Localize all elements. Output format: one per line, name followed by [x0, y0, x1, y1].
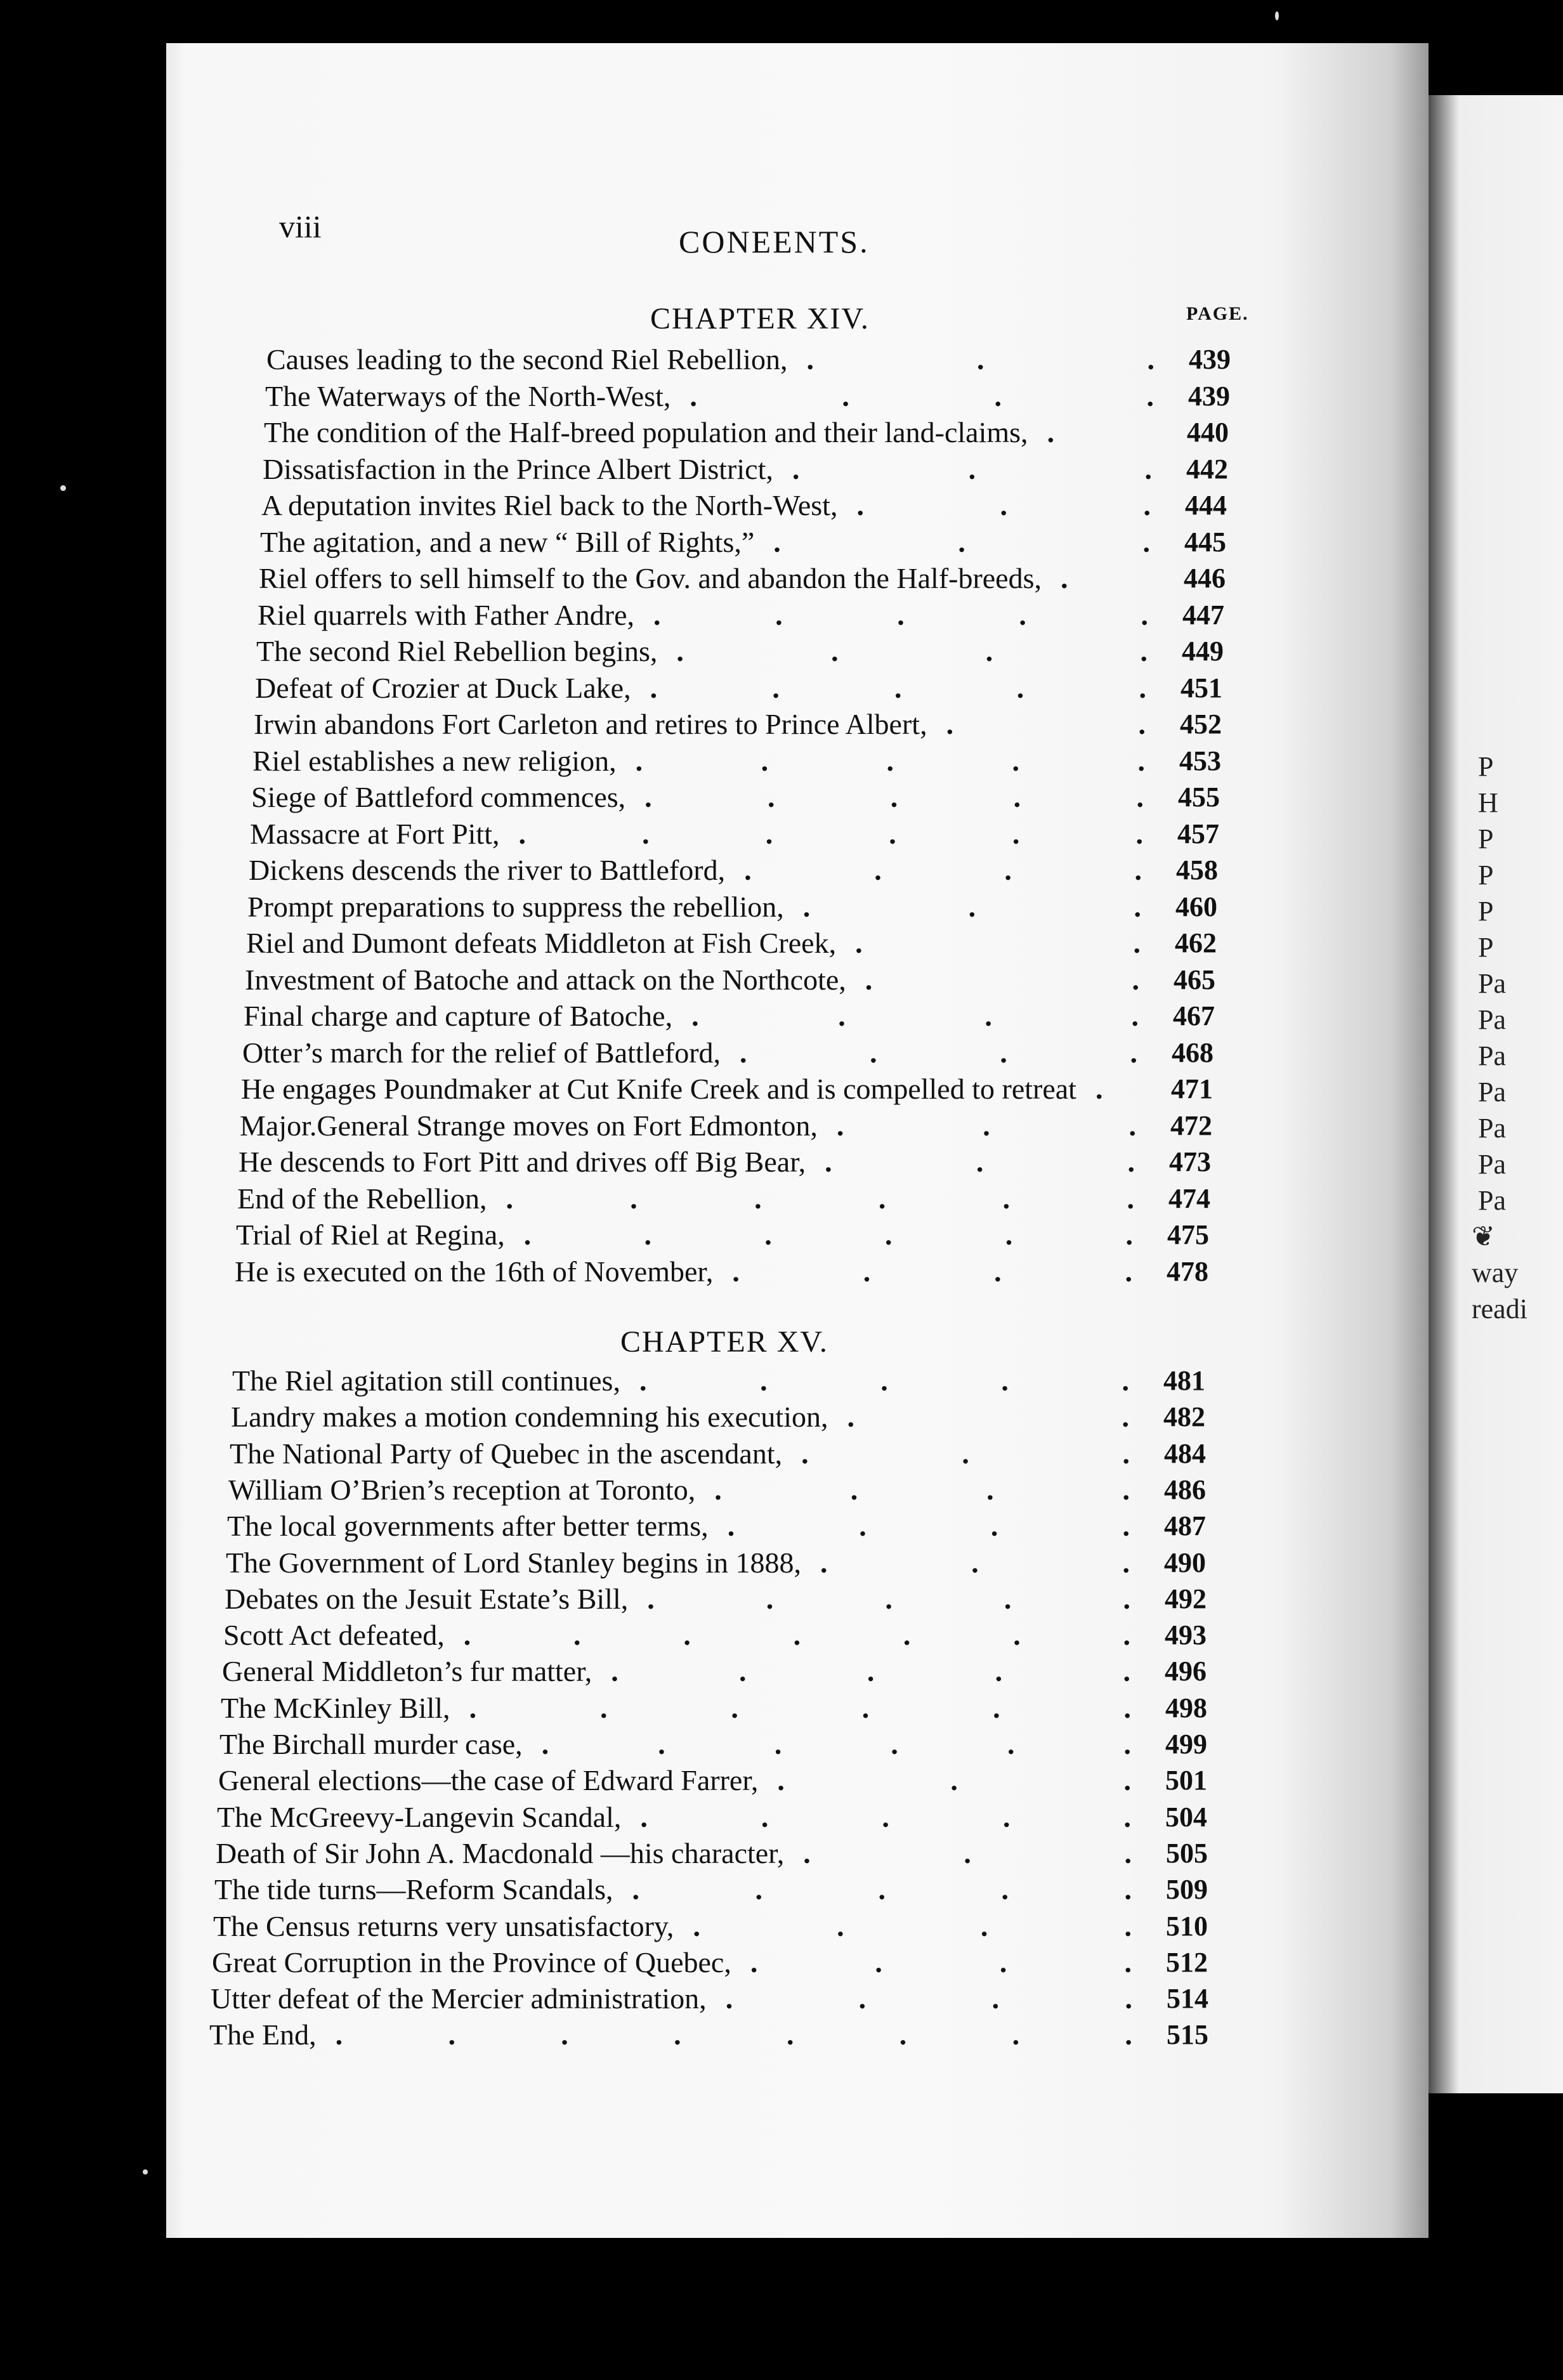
toc-entry [245, 962, 1222, 998]
toc-entry-page: 452 [1180, 709, 1222, 740]
toc-entry-page: 453 [1179, 745, 1221, 776]
toc-entry [266, 341, 1237, 377]
toc-entry-page: 455 [1178, 781, 1220, 813]
toc-entry-title: He descends to Fort Pitt and drives off Big Bear, [239, 1146, 806, 1178]
toc-entry [254, 706, 1228, 742]
toc-entry [222, 1653, 1213, 1689]
toc-entry [237, 1180, 1217, 1217]
dot-leader: . . . . . [635, 745, 1145, 777]
dot-leader: . [1061, 562, 1068, 594]
toc-entry-page: 471 [1171, 1073, 1213, 1104]
toc-entry-page: 460 [1175, 891, 1217, 922]
toc-entry [247, 889, 1224, 925]
toc-entry-title: Riel quarrels with Father Andre, [258, 599, 635, 631]
toc-entry-title: The Census returns very unsatisfactory, [213, 1910, 674, 1942]
toc-entry-page: 442 [1186, 454, 1228, 485]
toc-entry-page: 478 [1167, 1256, 1208, 1287]
toc-entry [261, 487, 1233, 523]
dot-leader: . . . [802, 891, 1141, 923]
toc-entry-page: 449 [1182, 636, 1224, 667]
toc-entry-page: 457 [1177, 818, 1219, 849]
toc-entry-page: 465 [1174, 964, 1215, 995]
toc-entry [216, 1835, 1214, 1871]
toc-entry-page: 499 [1165, 1729, 1207, 1760]
dot-leader: . . . . [714, 1474, 1130, 1506]
facing-page-fragment: Pa [1478, 1113, 1506, 1144]
toc-entry-title: Major.General Strange moves on Fort Edmonton, [240, 1109, 818, 1142]
facing-page-fragment: way [1472, 1257, 1519, 1288]
toc-entry-title: End of the Rebellion, [237, 1182, 487, 1215]
toc-entry [242, 1035, 1220, 1071]
facing-page-fragment: Pa [1478, 968, 1506, 999]
toc-entry-page: 501 [1165, 1765, 1207, 1796]
toc-entry-page: 444 [1185, 490, 1227, 521]
dot-leader: . . . . . [653, 599, 1148, 631]
toc-entry-title: Siege of Battleford commences, [251, 781, 626, 813]
toc-entry-title: Final charge and capture of Batoche, [244, 1000, 673, 1032]
toc-entry-page: 468 [1172, 1037, 1213, 1068]
toc-entry-title: Prompt preparations to suppress the rebellion, [247, 891, 784, 923]
toc-entry-title: Massacre at Fort Pitt, [250, 818, 500, 850]
dot-leader: . . . . . . . . [335, 2018, 1132, 2051]
toc-entry-title: General Middleton’s fur matter, [222, 1655, 592, 1687]
dot-leader: . [1095, 1073, 1103, 1105]
dot-leader: . . [855, 927, 1141, 959]
toc-entry-page: 473 [1169, 1146, 1211, 1177]
dot-leader: . . . . . . [523, 1219, 1133, 1251]
toc-entry [240, 1108, 1219, 1144]
toc-entry-title: The McKinley Bill, [221, 1692, 450, 1724]
dot-leader: . . . . . [644, 781, 1144, 813]
toc-entry-title: Utter defeat of the Mercier administration, [211, 1982, 707, 2015]
facing-page-fragment: P [1478, 860, 1494, 891]
toc-entry-page: 447 [1182, 599, 1224, 631]
chapter-heading-xv: CHAPTER XV. [620, 1325, 828, 1359]
toc-entry-page: 482 [1163, 1401, 1205, 1432]
toc-entry [256, 633, 1230, 669]
toc-entry [218, 1762, 1213, 1798]
toc-entry-page: 484 [1164, 1438, 1206, 1469]
toc-entry [230, 1435, 1212, 1472]
toc-entry-title: The agitation, and a new “ Bill of Rights,” [260, 526, 755, 558]
toc-entry-page: 504 [1165, 1801, 1207, 1833]
facing-page-fragment: P [1478, 896, 1494, 927]
toc-entry-page: 467 [1173, 1000, 1215, 1031]
toc-entry-page: 439 [1189, 344, 1231, 375]
dot-leader: . . . [856, 489, 1151, 521]
toc-entry-title: General elections—the case of Edward Farrer, [218, 1764, 759, 1796]
facing-page-fragment: Pa [1478, 1076, 1506, 1108]
toc-entry [219, 1726, 1213, 1762]
dot-leader: . . . . [732, 1255, 1132, 1288]
toc-entry [226, 1545, 1212, 1581]
toc-entry-title: Great Corruption in the Province of Quebec, [212, 1946, 731, 1978]
dot-leader: . . . [773, 526, 1150, 558]
page-column-label: PAGE. [1186, 303, 1249, 324]
facing-page-fragment: P [1478, 932, 1494, 963]
toc-entry [263, 451, 1234, 487]
toc-entry-page: 496 [1165, 1656, 1207, 1687]
dot-leader: . . . . . . [518, 818, 1143, 850]
toc-entry-title: Debates on the Jesuit Estate’s Bill, [225, 1583, 629, 1615]
dot-leader: . . . . [690, 380, 1154, 412]
toc-entry [252, 743, 1227, 779]
toc-entry [225, 1581, 1213, 1617]
dot-leader: . . . [820, 1546, 1130, 1579]
toc-entry [255, 670, 1229, 706]
toc-entry-page: 505 [1166, 1838, 1208, 1869]
toc-entry [246, 925, 1223, 961]
dot-leader: . . . . . . [506, 1182, 1134, 1215]
toc-entry-title: Riel and Dumont defeats Middleton at Fish Creek, [246, 927, 837, 959]
facing-page-fragment: Pa [1478, 1040, 1506, 1071]
toc-entry-page: 487 [1164, 1510, 1206, 1541]
dust-speck [60, 485, 66, 491]
toc-entry-title: Defeat of Crozier at Duck Lake, [255, 672, 631, 704]
toc-entry-page: 472 [1170, 1110, 1212, 1141]
toc-entry [209, 2017, 1215, 2053]
toc-entry-page: 493 [1165, 1619, 1207, 1651]
facing-page-fragment: Pa [1478, 1004, 1506, 1035]
toc-entry-title: The National Party of Quebec in the ascendant, [230, 1437, 783, 1470]
dot-leader: . . . . [744, 854, 1142, 886]
toc-entry-page: 439 [1188, 381, 1230, 412]
dot-leader: . . . . [676, 635, 1148, 667]
toc-entry-page: 515 [1167, 2019, 1208, 2050]
toc-entry-title: Trial of Riel at Regina, [236, 1219, 505, 1251]
dot-leader: . . . [792, 453, 1152, 485]
toc-entry-title: The local governments after better terms, [227, 1510, 709, 1542]
toc-entry-title: Riel offers to sell himself to the Gov. and abandon the Half-breeds, [259, 562, 1042, 594]
toc-entry-page: 498 [1165, 1692, 1207, 1723]
dot-leader: . . . . . . [469, 1692, 1131, 1724]
toc-entry-page: 510 [1166, 1911, 1208, 1942]
toc-entry-title: Investment of Batoche and attack on the Northcote, [245, 964, 846, 996]
dot-leader: . . . . [740, 1036, 1137, 1069]
dot-leader: . . . . [727, 1510, 1130, 1542]
dot-leader: . . . . . [647, 1583, 1130, 1615]
toc-entry [211, 1980, 1215, 2017]
toc-entry [250, 816, 1226, 852]
toc-entry-page: 451 [1180, 672, 1222, 703]
toc-entry [260, 524, 1233, 560]
toc-entry [258, 597, 1231, 633]
dot-leader: . . . . . . . [463, 1619, 1130, 1651]
toc-entry-title: The End, [209, 2018, 317, 2051]
dot-leader: . . [865, 964, 1139, 996]
toc-entry-title: Death of Sir John A. Macdonald —his character, [216, 1837, 785, 1869]
toc-entry-title: William O’Brien’s reception at Toronto, [228, 1474, 696, 1506]
dot-leader: . . [847, 1401, 1129, 1433]
toc-entry [223, 1617, 1213, 1653]
toc-entry [244, 998, 1221, 1034]
toc-entry [213, 1908, 1214, 1944]
toc-entry-page: 481 [1163, 1365, 1205, 1396]
toc-entry-title: Riel establishes a new religion, [252, 745, 617, 777]
toc-entry-page: 475 [1167, 1219, 1209, 1250]
toc-entry-title: The McGreevy-Langevin Scandal, [217, 1801, 622, 1833]
facing-page-fragment: H [1478, 787, 1498, 818]
toc-entry-title: The Riel agitation still continues, [232, 1364, 620, 1397]
toc-entry-title: A deputation invites Riel back to the North-West, [261, 489, 838, 521]
toc-entry [259, 560, 1232, 596]
folio-number: viii [279, 209, 322, 244]
dust-speck [143, 2169, 148, 2174]
toc-entry-page: 509 [1166, 1874, 1208, 1905]
dot-leader: . . . [806, 343, 1154, 376]
toc-entry-page: 512 [1166, 1947, 1208, 1978]
toc-entry-page: 440 [1187, 417, 1229, 448]
dust-speck [1275, 11, 1279, 20]
toc-entry [265, 378, 1236, 414]
toc-entry-page: 474 [1168, 1183, 1210, 1214]
toc-entry [231, 1399, 1212, 1435]
facing-page-fragment: Pa [1478, 1149, 1506, 1180]
dot-leader: . . . [803, 1837, 1132, 1869]
facing-page-text [1472, 749, 1563, 1327]
toc-entry [241, 1071, 1219, 1107]
toc-entry [239, 1144, 1217, 1180]
toc-entry-page: 446 [1184, 563, 1226, 594]
toc-entry [217, 1799, 1213, 1835]
toc-entry-title: Dissatisfaction in the Prince Albert District, [263, 453, 773, 485]
toc-entry-title: Otter’s march for the relief of Battleford, [242, 1036, 721, 1069]
toc-entry [227, 1508, 1212, 1544]
toc-entry [214, 1871, 1214, 1907]
dot-leader: . . . [801, 1437, 1130, 1470]
toc-entry-title: Causes leading to the second Riel Rebellion, [266, 343, 788, 376]
dot-leader: . . [946, 708, 1146, 740]
facing-page-fragment: Pa [1478, 1185, 1506, 1216]
toc-entry-page: 445 [1184, 526, 1226, 558]
toc-entry [251, 779, 1226, 815]
chapter-heading-xiv: CHAPTER XIV. [650, 302, 870, 336]
facing-page-fragment: ❦ [1472, 1221, 1495, 1252]
toc-entry-page: 486 [1164, 1474, 1206, 1505]
toc-entry-title: The condition of the Half-breed population and their land-claims, [264, 416, 1028, 448]
toc-entry-title: Irwin abandons Fort Carleton and retires to Prince Albert, [254, 708, 927, 740]
dot-leader: . . . . . [632, 1873, 1132, 1906]
page-title: CONEENTS. [679, 224, 870, 259]
toc-entry-title: He engages Poundmaker at Cut Knife Creek and is compelled to retreat [241, 1073, 1076, 1105]
dot-leader: . . . . . [640, 1801, 1131, 1833]
dot-leader: . . . [836, 1109, 1136, 1142]
toc-entry [228, 1472, 1212, 1508]
dot-leader: . . . . . . [541, 1728, 1131, 1760]
toc-entry [236, 1217, 1215, 1253]
toc-entry [232, 1363, 1212, 1399]
dot-leader: . . . [777, 1764, 1131, 1796]
dot-leader: . . . . . [611, 1655, 1130, 1687]
toc-entry-page: 514 [1167, 1983, 1208, 2014]
toc-entry [249, 852, 1224, 888]
toc-entry-title: Landry makes a motion condemning his execution, [231, 1401, 828, 1433]
dot-leader: . . . . [750, 1946, 1132, 1978]
toc-entry [235, 1253, 1215, 1290]
toc-entry-title: He is executed on the 16th of November, [235, 1255, 714, 1288]
dot-leader: . . . . [725, 1982, 1132, 2015]
toc-entry-title: The Birchall murder case, [219, 1728, 523, 1760]
toc-entry-page: 458 [1176, 854, 1218, 886]
dot-leader: . . . . . [639, 1364, 1129, 1397]
toc-entry-title: Scott Act defeated, [223, 1619, 445, 1651]
toc-entry-title: The second Riel Rebellion begins, [256, 635, 658, 667]
toc-entry-title: The Waterways of the North-West, [265, 380, 671, 412]
dot-leader: . . . . [691, 1000, 1139, 1032]
dot-leader: . [1047, 416, 1055, 448]
toc-entry-title: Dickens descends the river to Battleford, [249, 854, 726, 886]
facing-page-fragment: P [1478, 823, 1494, 854]
toc-entry [264, 414, 1235, 450]
toc-entry-title: The tide turns—Reform Scandals, [214, 1873, 613, 1906]
dot-leader: . . . [825, 1146, 1135, 1178]
toc-entry-title: The Government of Lord Stanley begins in 1888, [226, 1546, 802, 1579]
facing-page-fragment: readi [1472, 1293, 1527, 1324]
toc-entry [221, 1690, 1213, 1726]
toc-entry-page: 462 [1175, 927, 1217, 958]
dot-leader: . . . . . [650, 672, 1146, 704]
toc-entry-page: 492 [1165, 1583, 1207, 1614]
facing-page-fragment: P [1478, 751, 1494, 782]
toc-entry-page: 490 [1164, 1547, 1206, 1578]
dot-leader: . . . . [693, 1910, 1132, 1942]
toc-entry [212, 1944, 1214, 1980]
